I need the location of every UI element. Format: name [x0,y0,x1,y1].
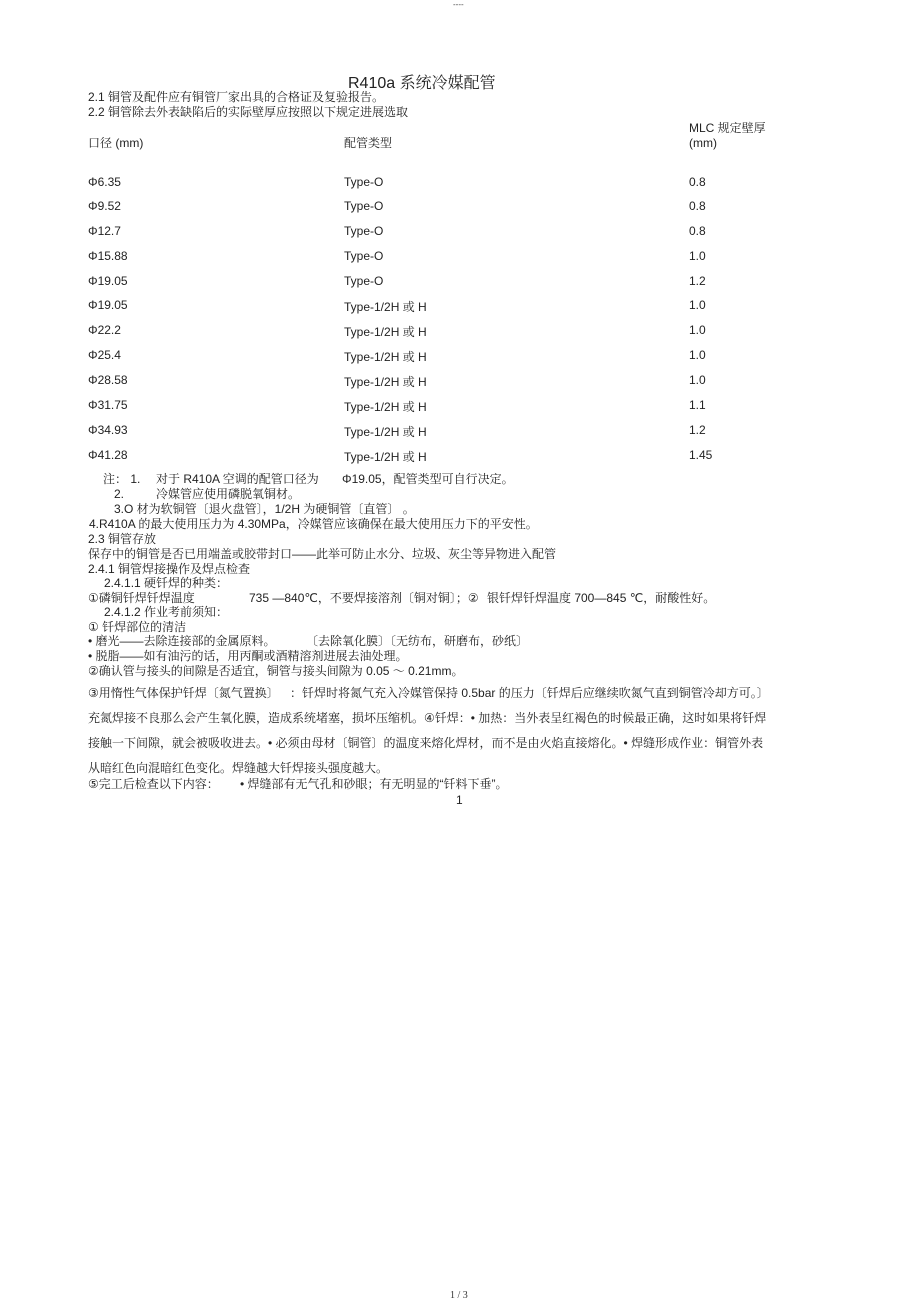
cell-type: Type-1/2H 或 H [344,300,427,314]
cell-wall: 1.0 [689,348,706,362]
note-1-text: 对于 R410A 空调的配管口径为 [156,472,319,486]
cell-diameter: Φ19.05 [88,298,128,312]
table-row [0,175,920,191]
nitrogen-brazing-b: ：钎焊时将氮气充入冷媒管保持 0.5bar 的压力〔钎焊后应继续吹氮气直到铜管冷却方可。〕 [290,686,769,700]
table-row [0,249,920,265]
page-footer: 1 / 3 [450,1290,468,1301]
section-2-4-1-2-heading: 2.4.1.2 作业考前须知： [104,605,229,619]
cell-wall: 1.2 [689,423,706,437]
page-number: 1 [456,793,463,807]
table-row [0,373,920,389]
cell-type: Type-1/2H 或 H [344,450,427,464]
note-2-num: 2. [114,487,125,501]
note-2-text: 冷媒管应使用磷脱氧铜材。 [156,487,301,501]
cell-type: Type-O [344,249,384,263]
table-row [0,348,920,364]
col-header-type: 配管类型 [344,136,393,150]
table-row [0,423,920,439]
table-row [0,448,920,464]
cell-type: Type-1/2H 或 H [344,325,427,339]
cell-diameter: Φ28.58 [88,373,128,387]
gap-check: ②确认管与接头的间隙是否适宜，铜管与接头间隙为 0.05 ～ 0.21mm。 [88,664,464,678]
cell-type: Type-1/2H 或 H [344,350,427,364]
cleaning-degrease: • 脱脂——如有油污的话，用丙酮或酒精溶剂进展去油处理。 [88,649,408,663]
cleaning-polish-a: • 磨光——去除连接部的金属原料。 [88,634,276,648]
brazing-type-c: 银钎焊钎焊温度 700—845 ℃，耐酸性好。 [487,591,716,605]
section-2-3-text: 保存中的铜管是否已用端盖或胶带封口——此举可防止水分、垃圾、灰尘等异物进入配管 [88,547,557,561]
cell-diameter: Φ15.88 [88,249,128,263]
intro-line-2: 2.2 铜管除去外表缺陷后的实际壁厚应按照以下规定进展选取 [88,105,409,119]
col-header-diameter: 口径 (mm) [88,136,144,150]
cell-wall: 1.1 [689,398,706,412]
table-row [0,224,920,240]
paragraph-line-1: 充氮焊接不良那么会产生氧化膜，造成系统堵塞，损坏压缩机。④钎焊：• 加热：当外表呈红褐色的时候最正确，这时如果将钎焊 [88,711,767,725]
cell-wall: 1.2 [689,274,706,288]
cleaning-heading: ① 钎焊部位的清洁 [88,620,187,634]
cell-diameter: Φ12.7 [88,224,121,238]
col-header-wall-line2: (mm) [689,136,717,150]
cell-type: Type-O [344,199,384,213]
final-check-a: ⑤完工后检查以下内容： [88,777,219,791]
intro-line-1: 2.1 铜管及配件应有铜管厂家出具的合格证及复验报告。 [88,90,385,104]
brazing-type-a: ①磷铜钎焊钎焊温度 [88,591,195,605]
cell-diameter: Φ25.4 [88,348,121,362]
header-mark: ---- [453,0,464,9]
cell-diameter: Φ19.05 [88,274,128,288]
cell-wall: 1.0 [689,298,706,312]
cell-diameter: Φ9.52 [88,199,121,213]
note-1-text-2: Φ19.05，配管类型可自行决定。 [342,472,514,486]
table-row [0,199,920,215]
note-3: 3.O 材为软铜管〔退火盘管〕，1/2H 为硬铜管〔直管〕 。 [114,502,415,516]
section-2-4-1-1-heading: 2.4.1.1 硬钎焊的种类： [104,576,229,590]
cell-diameter: Φ34.93 [88,423,128,437]
table-row [0,274,920,290]
page-title: R410a 系统冷媒配管 [348,75,496,92]
cell-type: Type-O [344,175,384,189]
cell-wall: 0.8 [689,175,706,189]
final-check-b: • 焊缝部有无气孔和砂眼；有无明显的“钎料下垂”。 [240,777,508,791]
table-row [0,323,920,339]
col-header-wall-line1: MLC 规定壁厚 [689,121,766,135]
cell-wall: 0.8 [689,224,706,238]
nitrogen-brazing-a: ③用惰性气体保护钎焊〔氮气置换〕 [88,686,279,700]
cell-type: Type-1/2H 或 H [344,425,427,439]
cell-wall: 1.0 [689,323,706,337]
section-2-3-heading: 2.3 铜管存放 [88,532,157,546]
paragraph-line-3: 从暗红色向混暗红色变化。焊缝越大钎焊接头强度越大。 [88,761,389,775]
section-2-4-1-heading: 2.4.1 铜管焊接操作及焊点检查 [88,562,251,576]
table-row [0,298,920,314]
cell-type: Type-O [344,274,384,288]
cell-diameter: Φ6.35 [88,175,121,189]
cell-wall: 1.0 [689,249,706,263]
table-row [0,398,920,414]
cleaning-polish-b: 〔去除氧化膜〕〔无纺布，研磨布，砂纸〕 [306,634,529,648]
cell-diameter: Φ41.28 [88,448,128,462]
brazing-type-b: 735 —840℃，不要焊接溶剂〔铜对铜〕；② [249,591,479,605]
cell-wall: 0.8 [689,199,706,213]
cell-type: Type-1/2H 或 H [344,375,427,389]
paragraph-line-2: 接触一下间隙，就会被吸收进去。• 必须由母材〔铜管〕的温度来熔化焊材，而不是由火焰直接熔化。• 焊缝形成作业：铜管外表 [88,736,764,750]
note-4: 4.R410A 的最大使用压力为 4.30MPa，冷媒管应该确保在最大使用压力下的平安性。 [89,517,538,531]
cell-diameter: Φ22.2 [88,323,121,337]
cell-type: Type-1/2H 或 H [344,400,427,414]
cell-diameter: Φ31.75 [88,398,128,412]
cell-wall: 1.0 [689,373,706,387]
cell-type: Type-O [344,224,384,238]
note-1-prefix: 注： 1. [103,472,141,486]
cell-wall: 1.45 [689,448,713,462]
